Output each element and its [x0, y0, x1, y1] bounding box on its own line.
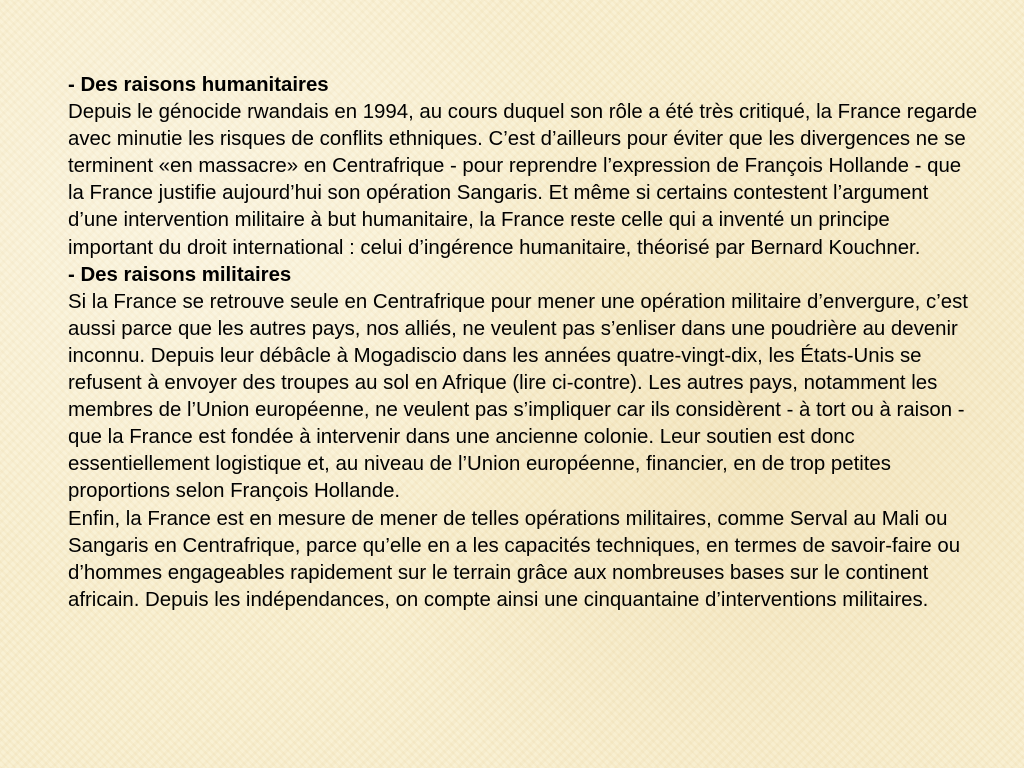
slide-content [68, 72, 978, 614]
paragraph-military-reasons-1: Si la France se retrouve seule en Centrafrique pour mener une opération militaire d’envergure, c’est aussi parce que les autres pays, nos alliés, ne veulent pas s’enliser dans une poudrière au devenir inconnu. Depuis leur débâcle à Mogadiscio dans les années quatre-vingt-dix, les États-Unis se refusent à envoyer des troupes au sol en Afrique (lire ci-contre). Les autres pays, notamment les membres de l’Union européenne, ne veulent pas s’impliquer car ils considèrent - à tort ou à raison - que la France est fondée à intervenir dans une ancienne colonie. Leur soutien est donc essentiellement logistique et, au niveau de l’Union européenne, financier, en de trop petites proportions selon François Hollande. [68, 290, 968, 503]
heading-military-reasons: - Des raisons militaires [68, 263, 292, 286]
heading-humanitarian-reasons: - Des raisons humanitaires [68, 74, 329, 96]
paragraph-humanitarian-reasons: Depuis le génocide rwandais en 1994, au cours duquel son rôle a été très critiqué, la France regarde avec minutie les risques de conflits ethniques. C’est d’ailleurs pour éviter que les divergences ne se terminent «en massacre» en Centrafrique - pour reprendre l’expression de François Hollande - que la France justifie aujourd’hui son opération Sangaris. Et même si certains contestent l’argument d’une intervention militaire à but humanitaire, la France reste celle qui a inventé un principe important du droit international : celui d’ingérence humanitaire, théorisé par Bernard Kouchner. [68, 101, 978, 259]
paragraph-military-reasons-2: Enfin, la France est en mesure de mener de telles opérations militaires, comme Serval au Mali ou Sangaris en Centrafrique, parce qu’elle en a les capacités techniques, en termes de savoir-faire ou d’hommes engageables rapidement sur le terrain grâce aux nombreuses bases sur le continent africain. Depuis les indépendances, on compte ainsi une cinquantaine d’interventions militaires. [68, 507, 961, 611]
